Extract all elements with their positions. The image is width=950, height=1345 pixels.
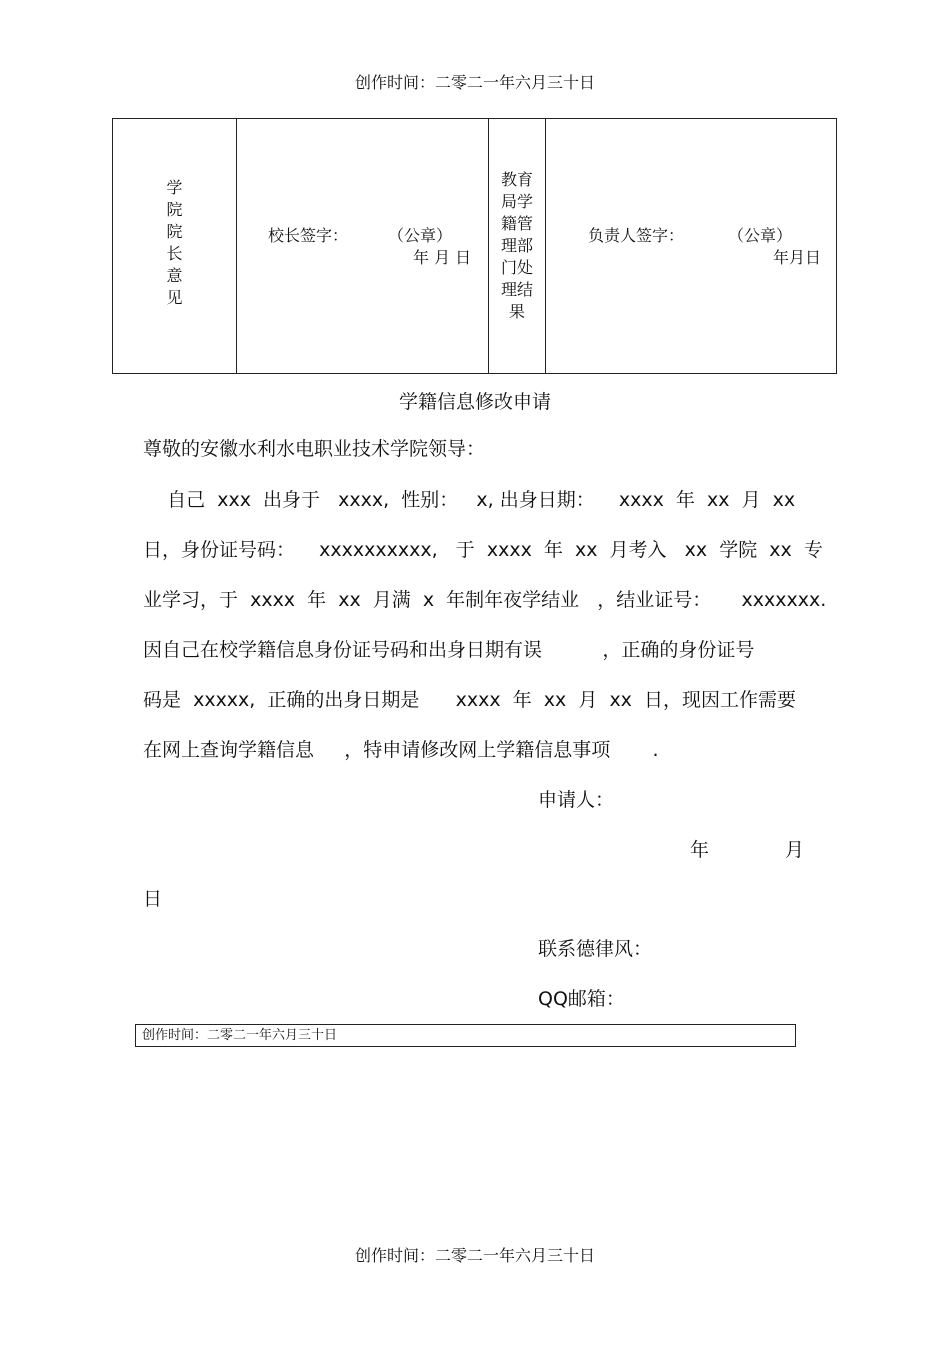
label-char: 院 bbox=[166, 222, 183, 241]
year-label: 年 bbox=[690, 839, 710, 861]
label-char: 意 bbox=[166, 266, 183, 285]
principal-signature-label: 校长签字： bbox=[268, 226, 349, 245]
label-line: 理部 bbox=[500, 236, 533, 255]
responsible-signature-label: 负责人签字： bbox=[588, 226, 685, 245]
date-label: 年月日 bbox=[773, 248, 822, 267]
table-divider bbox=[545, 119, 546, 373]
box-creation-time: 创作时间：二零二一年六月三十日 bbox=[142, 1028, 338, 1043]
label-char: 见 bbox=[166, 288, 183, 307]
header-creation-time: 创作时间：二零二一年六月三十日 bbox=[354, 73, 595, 92]
contact-phone-label: 联系德律风： bbox=[538, 938, 653, 960]
footer-creation-time: 创作时间：二零二一年六月三十日 bbox=[354, 1246, 595, 1265]
label-char: 长 bbox=[166, 244, 183, 263]
label-line: 局学 bbox=[500, 192, 533, 211]
label-line: 教育 bbox=[500, 170, 533, 189]
body-line: 在网上查询学籍信息 ，特申请修改网上学籍信息事项 . bbox=[143, 739, 659, 761]
date-label: 年 月 日 bbox=[413, 248, 472, 267]
body-line: 业学习，于 xxxx 年 xx 月满 x 年制年夜学结业 ，结业证号： xxxxxxx. bbox=[143, 589, 827, 611]
label-char: 学 bbox=[166, 178, 183, 197]
table-divider bbox=[236, 119, 237, 373]
applicant-label: 申请人： bbox=[538, 789, 615, 811]
label-line: 籍管 bbox=[500, 214, 533, 233]
body-line: 码是 xxxxx, 正确的出身日期是 xxxx 年 xx 月 xx 日，现因工作需要 bbox=[143, 689, 797, 711]
body-line: 日，身份证号码： xxxxxxxxxx, 于 xxxx 年 xx 月考入 xx 学院 xx 专 bbox=[143, 539, 823, 561]
qq-email-label: QQ邮箱： bbox=[538, 988, 625, 1010]
letter-body bbox=[143, 475, 826, 775]
letter-title: 学籍信息修改申请 bbox=[398, 391, 551, 413]
body-line: 自己 xxx 出身于 xxxx, 性别： x, 出身日期： xxxx 年 xx 月 xx bbox=[143, 489, 796, 511]
signature-table bbox=[112, 118, 837, 374]
label-line: 门处 bbox=[500, 258, 533, 277]
salutation: 尊敬的安徽水利水电职业技术学院领导： bbox=[143, 438, 486, 460]
label-char: 院 bbox=[166, 200, 183, 219]
label-line: 果 bbox=[508, 302, 525, 321]
bureau-result-label bbox=[489, 169, 545, 323]
seal-label: （公章） bbox=[388, 226, 453, 245]
day-label: 日 bbox=[143, 888, 163, 910]
dean-opinion-label bbox=[113, 177, 236, 309]
label-line: 理结 bbox=[500, 280, 533, 299]
body-line: 因自己在校学籍信息身份证号码和出身日期有误 ，正确的身份证号 bbox=[143, 639, 755, 661]
seal-label: （公章） bbox=[728, 226, 793, 245]
creation-time-box bbox=[135, 1024, 796, 1047]
month-label: 月 bbox=[785, 839, 805, 861]
